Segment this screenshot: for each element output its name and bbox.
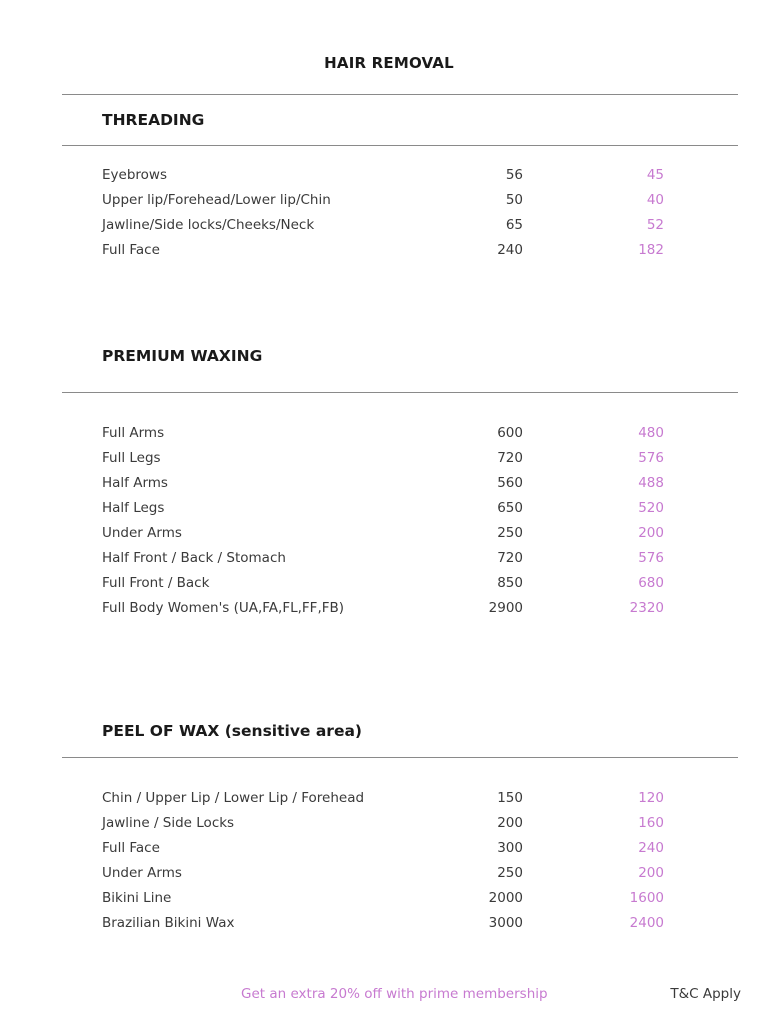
price-row bbox=[102, 213, 664, 238]
price-row bbox=[102, 596, 664, 621]
member-price: 40 bbox=[646, 192, 664, 208]
member-price: 160 bbox=[638, 815, 664, 831]
service-name: Full Body Women's (UA,FA,FL,FF,FB) bbox=[102, 600, 345, 616]
regular-price: 65 bbox=[505, 217, 523, 233]
member-price: 45 bbox=[646, 167, 664, 183]
regular-price: 720 bbox=[497, 450, 523, 466]
price-row bbox=[102, 188, 664, 213]
price-row bbox=[102, 496, 664, 521]
member-price: 576 bbox=[638, 450, 664, 466]
terms-text: T&C Apply bbox=[670, 986, 741, 1002]
member-price: 120 bbox=[638, 790, 664, 806]
regular-price: 56 bbox=[505, 167, 523, 183]
price-list-threading bbox=[102, 163, 664, 263]
price-row bbox=[102, 886, 664, 911]
regular-price: 560 bbox=[497, 475, 523, 491]
price-list-peel-of-wax bbox=[102, 786, 664, 936]
service-name: Half Arms bbox=[102, 475, 168, 491]
service-name: Bikini Line bbox=[102, 890, 172, 906]
regular-price: 200 bbox=[497, 815, 523, 831]
member-price: 52 bbox=[646, 217, 664, 233]
member-price: 480 bbox=[638, 425, 664, 441]
member-price: 200 bbox=[638, 865, 664, 881]
service-name: Under Arms bbox=[102, 525, 182, 541]
regular-price: 2000 bbox=[488, 890, 523, 906]
service-name: Full Arms bbox=[102, 425, 165, 441]
regular-price: 300 bbox=[497, 840, 523, 856]
regular-price: 250 bbox=[497, 525, 523, 541]
service-name: Chin / Upper Lip / Lower Lip / Forehead bbox=[102, 790, 365, 806]
service-name: Under Arms bbox=[102, 865, 182, 881]
membership-promo-text: Get an extra 20% off with prime membership bbox=[241, 986, 548, 1002]
member-price: 520 bbox=[638, 500, 664, 516]
divider bbox=[62, 94, 738, 95]
regular-price: 600 bbox=[497, 425, 523, 441]
service-name: Half Legs bbox=[102, 500, 165, 516]
price-row bbox=[102, 811, 664, 836]
service-name: Brazilian Bikini Wax bbox=[102, 915, 235, 931]
regular-price: 650 bbox=[497, 500, 523, 516]
member-price: 182 bbox=[638, 242, 664, 258]
price-row bbox=[102, 546, 664, 571]
section-title-peel-of-wax: PEEL OF WAX (sensitive area) bbox=[102, 722, 363, 740]
regular-price: 50 bbox=[505, 192, 523, 208]
price-row bbox=[102, 521, 664, 546]
member-price: 680 bbox=[638, 575, 664, 591]
regular-price: 720 bbox=[497, 550, 523, 566]
regular-price: 150 bbox=[497, 790, 523, 806]
service-name: Full Front / Back bbox=[102, 575, 210, 591]
regular-price: 240 bbox=[497, 242, 523, 258]
regular-price: 3000 bbox=[488, 915, 523, 931]
service-name: Half Front / Back / Stomach bbox=[102, 550, 286, 566]
regular-price: 250 bbox=[497, 865, 523, 881]
service-name: Jawline / Side Locks bbox=[102, 815, 235, 831]
price-row bbox=[102, 861, 664, 886]
price-row bbox=[102, 911, 664, 936]
price-row bbox=[102, 163, 664, 188]
price-row bbox=[102, 571, 664, 596]
service-name: Full Face bbox=[102, 840, 160, 856]
price-row bbox=[102, 446, 664, 471]
service-name: Eyebrows bbox=[102, 167, 167, 183]
member-price: 200 bbox=[638, 525, 664, 541]
service-name: Upper lip/Forehead/Lower lip/Chin bbox=[102, 192, 331, 208]
price-row bbox=[102, 786, 664, 811]
divider bbox=[62, 757, 738, 758]
service-name: Jawline/Side locks/Cheeks/Neck bbox=[102, 217, 315, 233]
member-price: 2320 bbox=[629, 600, 664, 616]
price-row bbox=[102, 421, 664, 446]
divider bbox=[62, 145, 738, 146]
divider bbox=[62, 392, 738, 393]
price-row bbox=[102, 836, 664, 861]
service-name: Full Legs bbox=[102, 450, 161, 466]
section-title-threading: THREADING bbox=[102, 111, 205, 129]
regular-price: 2900 bbox=[488, 600, 523, 616]
section-title-premium-waxing: PREMIUM WAXING bbox=[102, 347, 263, 365]
service-name: Full Face bbox=[102, 242, 160, 258]
member-price: 1600 bbox=[629, 890, 664, 906]
price-row bbox=[102, 471, 664, 496]
member-price: 240 bbox=[638, 840, 664, 856]
regular-price: 850 bbox=[497, 575, 523, 591]
price-row bbox=[102, 238, 664, 263]
member-price: 2400 bbox=[629, 915, 664, 931]
member-price: 488 bbox=[638, 475, 664, 491]
price-list-premium-waxing bbox=[102, 421, 664, 621]
page-title: HAIR REMOVAL bbox=[324, 54, 454, 72]
member-price: 576 bbox=[638, 550, 664, 566]
